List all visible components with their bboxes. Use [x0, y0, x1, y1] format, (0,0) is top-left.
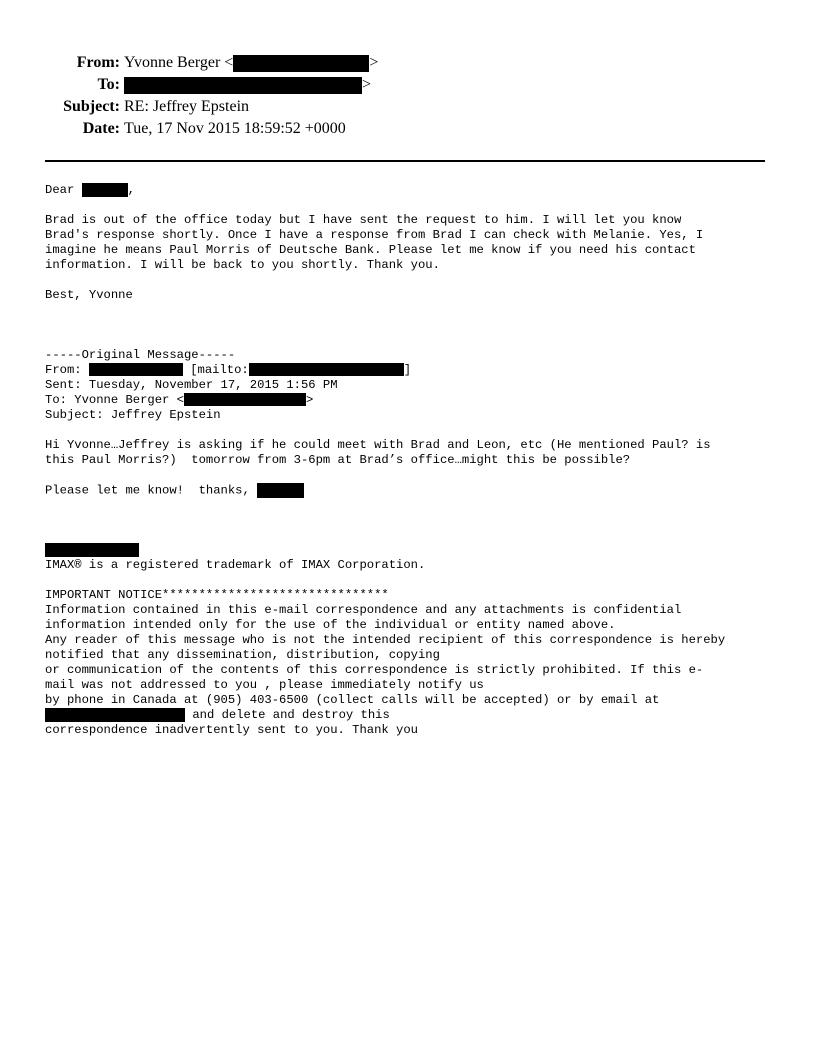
- notice-line: Any reader of this message who is not the intended recipient of this correspondence is hereby: [45, 633, 726, 647]
- original-to-line: [45, 393, 313, 408]
- redaction-box: [233, 55, 369, 72]
- original-closing: Please let me know! thanks,: [45, 483, 258, 498]
- notice-line: or communication of the contents of this correspondence is strictly prohibited. If this e-: [45, 663, 704, 677]
- redaction-box: [249, 363, 404, 376]
- original-to-label: To: Yvonne Berger <: [45, 393, 184, 407]
- notice-line: information intended only for the use of the individual or entity named above.: [45, 618, 616, 632]
- original-message-line: Hi Yvonne…Jeffrey is asking if he could meet with Brad and Leon, etc (He mentioned Paul? is: [45, 438, 711, 452]
- greeting: Dear: [45, 183, 75, 198]
- original-subject-line: Subject: Jeffrey Epstein: [45, 408, 221, 422]
- to-label: To:: [97, 76, 120, 93]
- trademark-line: IMAX® is a registered trademark of IMAX Corporation.: [45, 558, 426, 572]
- notice-tail: and delete and destroy this: [185, 708, 390, 723]
- original-from-label: From:: [45, 363, 89, 377]
- greeting-line: [45, 183, 135, 198]
- greeting-comma: ,: [127, 183, 135, 198]
- to-close: >: [362, 76, 372, 93]
- original-from-line: [45, 363, 411, 378]
- from-name: Yvonne Berger <: [124, 54, 234, 71]
- original-message-divider: -----Original Message-----: [45, 348, 236, 362]
- original-to-close: >: [305, 393, 314, 407]
- redaction-box: [184, 393, 306, 406]
- notice-line: mail was not addressed to you , please immediately notify us: [45, 678, 484, 692]
- header-divider: [45, 160, 765, 162]
- original-message-line: this Paul Morris?) tomorrow from 3-6pm at Brad’s office…might this be possible?: [45, 453, 631, 467]
- redaction-box: [124, 77, 362, 94]
- notice-email-line: [45, 708, 390, 723]
- mailto-open: [mailto:: [182, 363, 249, 377]
- to-header-row: [0, 74, 816, 96]
- from-header-row: [0, 52, 816, 74]
- subject-header-row: [0, 96, 816, 118]
- redaction-box: [257, 483, 304, 498]
- to-value: [124, 74, 371, 96]
- notice-last-line: correspondence inadvertently sent to you. Thank you: [45, 723, 418, 737]
- subject-label: Subject:: [63, 98, 120, 115]
- notice-line: by phone in Canada at (905) 403-6500 (collect calls will be accepted) or by email at: [45, 693, 660, 707]
- from-close: >: [369, 54, 379, 71]
- notice-heading: IMPORTANT NOTICE*******************************: [45, 588, 389, 602]
- body-line: Brad is out of the office today but I have sent the request to him. I will let you know: [45, 213, 682, 227]
- redaction-box: [82, 183, 128, 197]
- date-label: Date:: [82, 120, 120, 137]
- body-line: information. I will be back to you shortly. Thank you.: [45, 258, 440, 272]
- body-line: imagine he means Paul Morris of Deutsche Bank. Please let me know if you need his contact: [45, 243, 696, 257]
- notice-line: notified that any dissemination, distribution, copying: [45, 648, 440, 662]
- subject-value: RE: Jeffrey Epstein: [124, 98, 250, 115]
- date-value: Tue, 17 Nov 2015 18:59:52 +0000: [124, 120, 346, 137]
- from-value: [124, 52, 378, 74]
- redaction-box: [45, 543, 139, 557]
- original-sent-line: Sent: Tuesday, November 17, 2015 1:56 PM: [45, 378, 338, 392]
- notice-line: Information contained in this e-mail correspondence and any attachments is confidential: [45, 603, 682, 617]
- redaction-box: [89, 363, 183, 376]
- signoff: Best, Yvonne: [45, 288, 133, 302]
- body-line: Brad's response shortly. Once I have a response from Brad I can check with Melanie. Yes, I: [45, 228, 704, 242]
- mailto-close: ]: [403, 363, 412, 377]
- original-closing-line: [45, 483, 304, 499]
- from-label: From:: [76, 54, 120, 71]
- redaction-box: [45, 708, 185, 722]
- date-header-row: [0, 118, 816, 140]
